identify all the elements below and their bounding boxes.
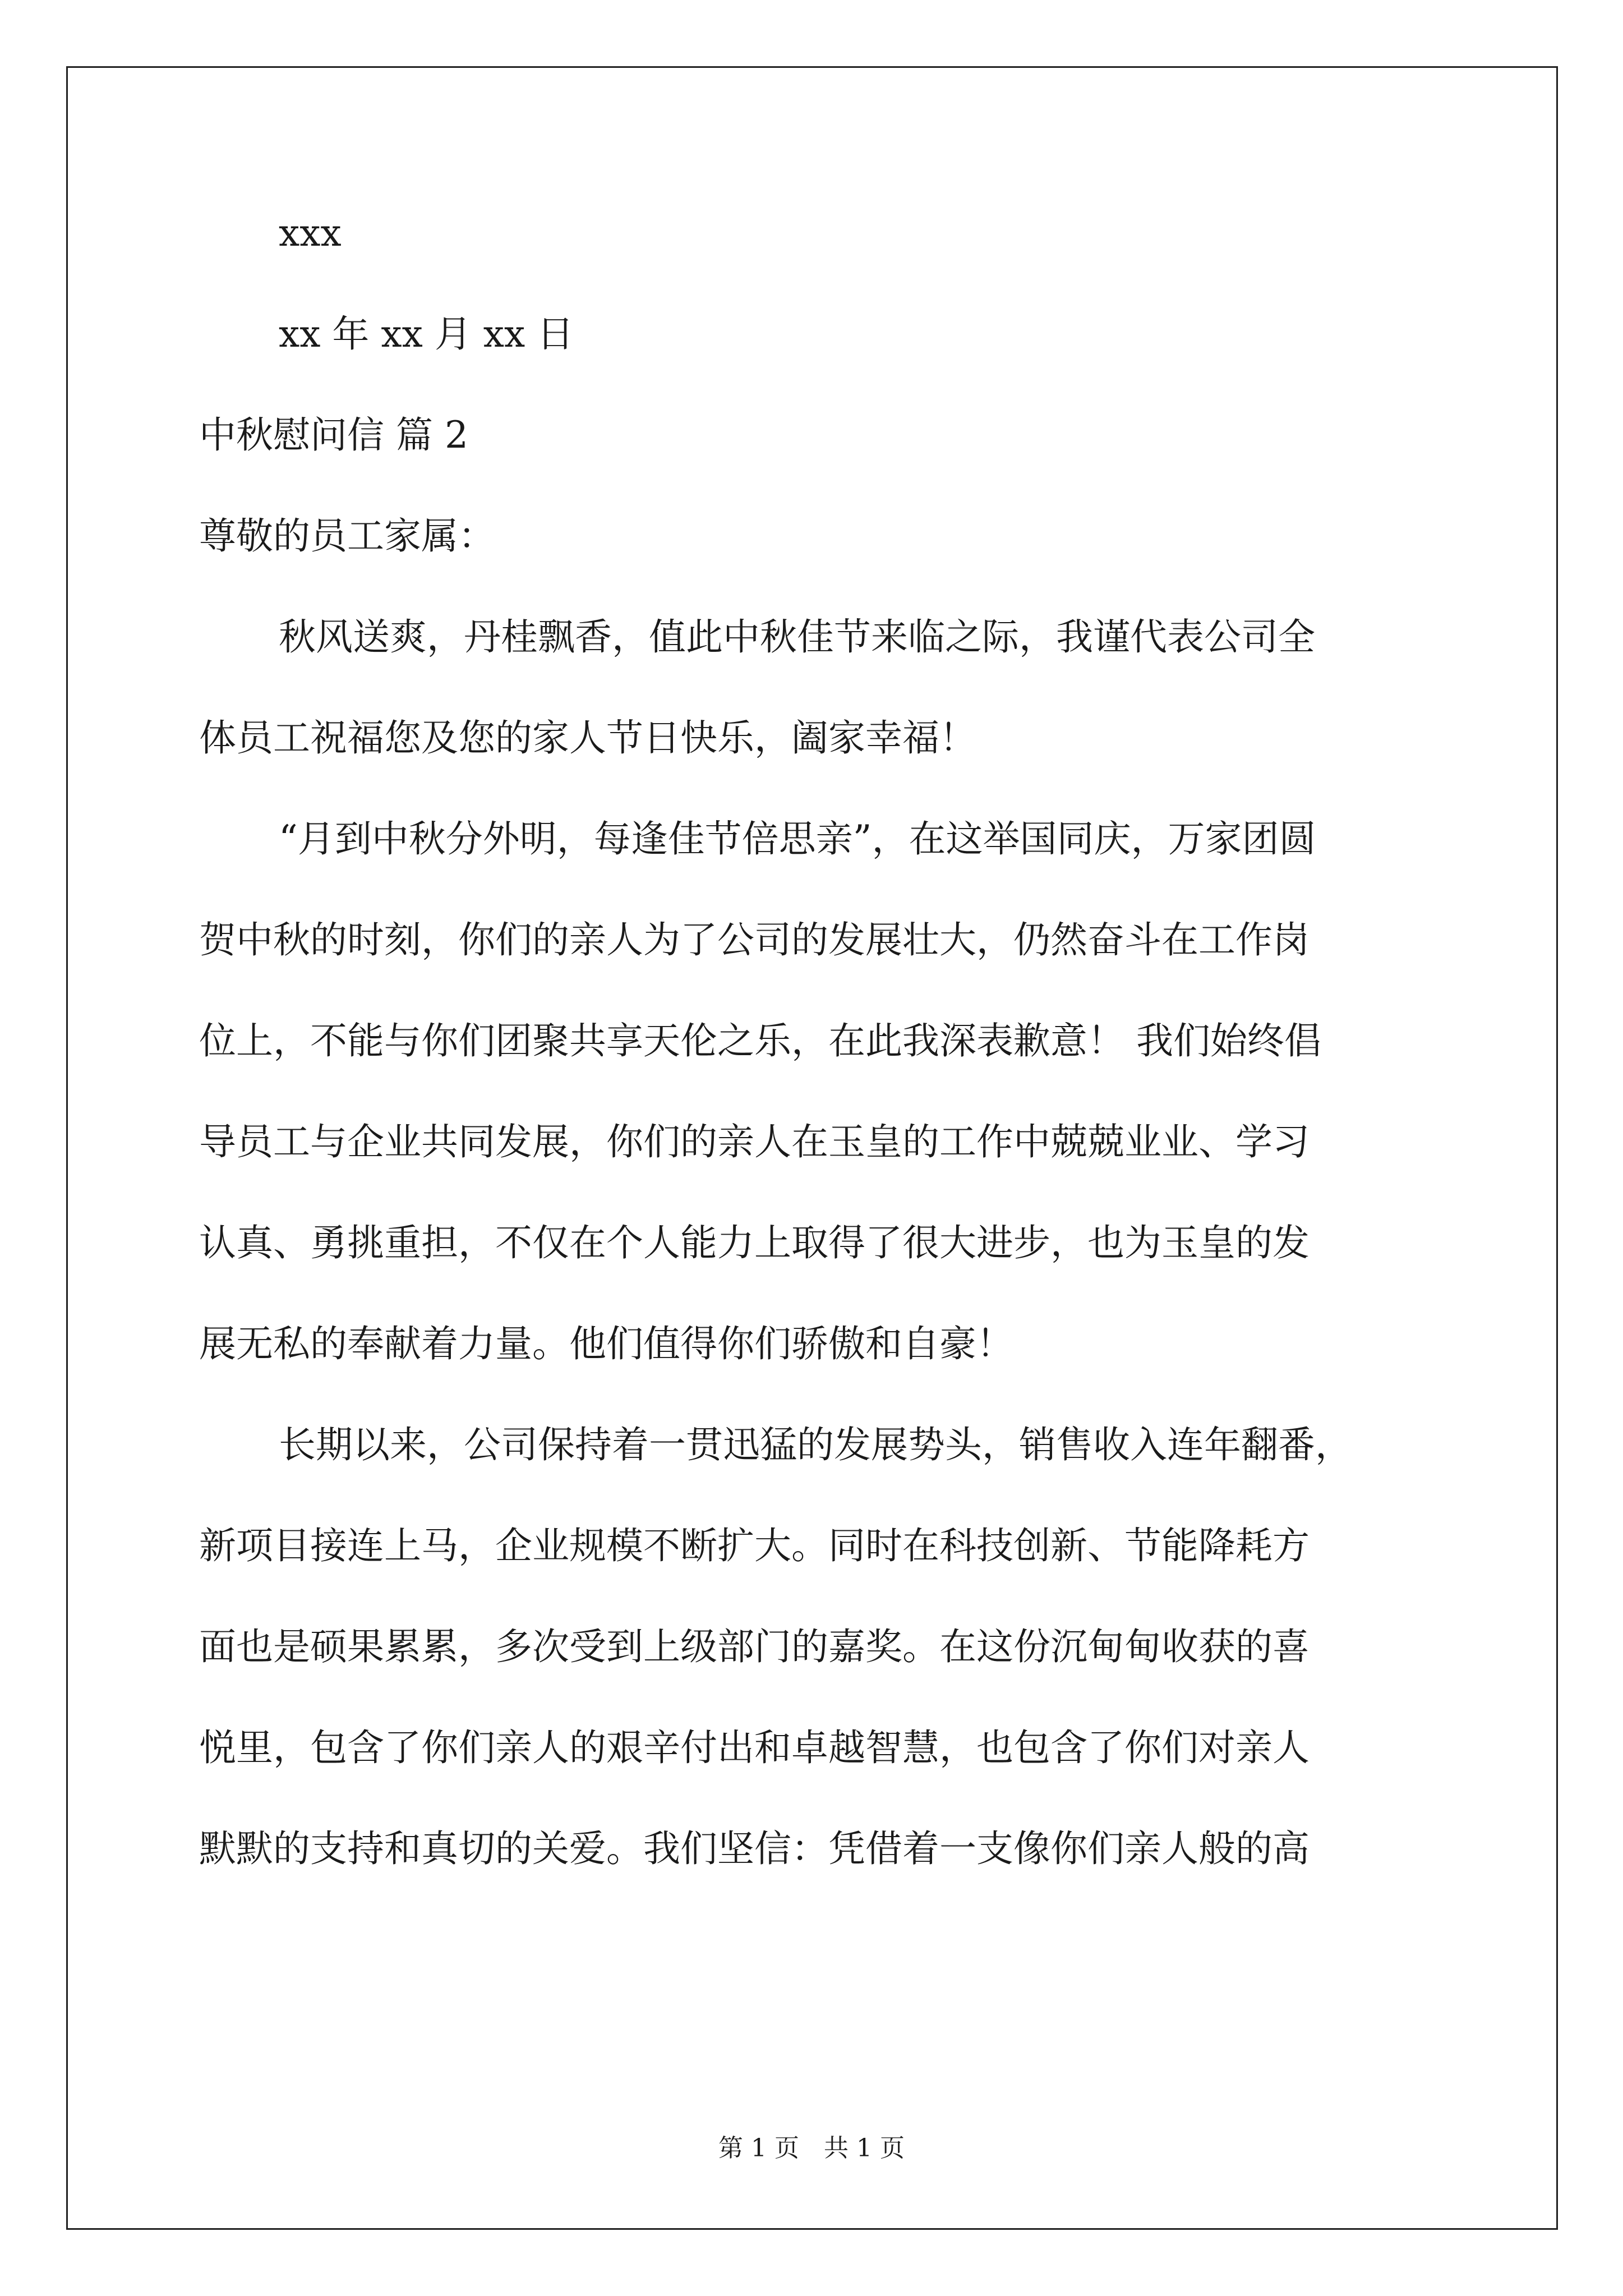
paragraph-line: 新项目接连上马，企业规模不断扩大。同时在科技创新、节能降耗方 [199,1524,1310,1567]
paragraph-line: 悦里，包含了你们亲人的艰辛付出和卓越智慧，也包含了你们对亲人 [199,1726,1310,1769]
paragraph-1 [199,611,1433,764]
paragraph-line: 长期以来，公司保持着一贯迅猛的发展势头，销售收入连年翻番， [279,1423,1352,1466]
document-body [199,208,1433,1924]
signature-name: xxx [279,211,342,255]
paragraph-line: 面也是硕果累累，多次受到上级部门的嘉奖。在这份沉甸甸收获的喜 [199,1625,1310,1668]
salutation: 尊敬的员工家属： [199,514,495,558]
signature-date: xx 年 xx 月 xx 日 [279,312,574,356]
paragraph-line: 秋风送爽，丹桂飘香，值此中秋佳节来临之际，我谨代表公司全 [279,615,1315,659]
paragraph-line: “月到中秋分外明，每逢佳节倍思亲”，在这举国同庆，万家团圆 [279,817,1316,861]
paragraph-3 [199,1419,1433,1875]
paragraph-2 [199,813,1433,1370]
paragraph-line: 贺中秋的时刻，你们的亲人为了公司的发展壮大，仍然奋斗在工作岗 [199,918,1310,961]
paragraph-line: 体员工祝福您及您的家人节日快乐，阖家幸福！ [199,716,976,760]
page-footer: 第 1 页 共 1 页 [718,2134,905,2162]
paragraph-line: 展无私的奉献着力量。他们值得你们骄傲和自豪！ [199,1322,1013,1365]
paragraph-line: 默默的支持和真切的关爱。我们坚信：凭借着一支像你们亲人般的高 [199,1827,1310,1870]
paragraph-line: 认真、勇挑重担，不仅在个人能力上取得了很大进步，也为玉皇的发 [199,1221,1310,1264]
section-title: 中秋慰问信 篇 2 [199,413,468,457]
paragraph-line: 导员工与企业共同发展，你们的亲人在玉皇的工作中兢兢业业、学习 [199,1120,1310,1163]
paragraph-line: 位上，不能与你们团聚共享天伦之乐，在此我深表歉意！ 我们始终倡 [199,1019,1321,1062]
